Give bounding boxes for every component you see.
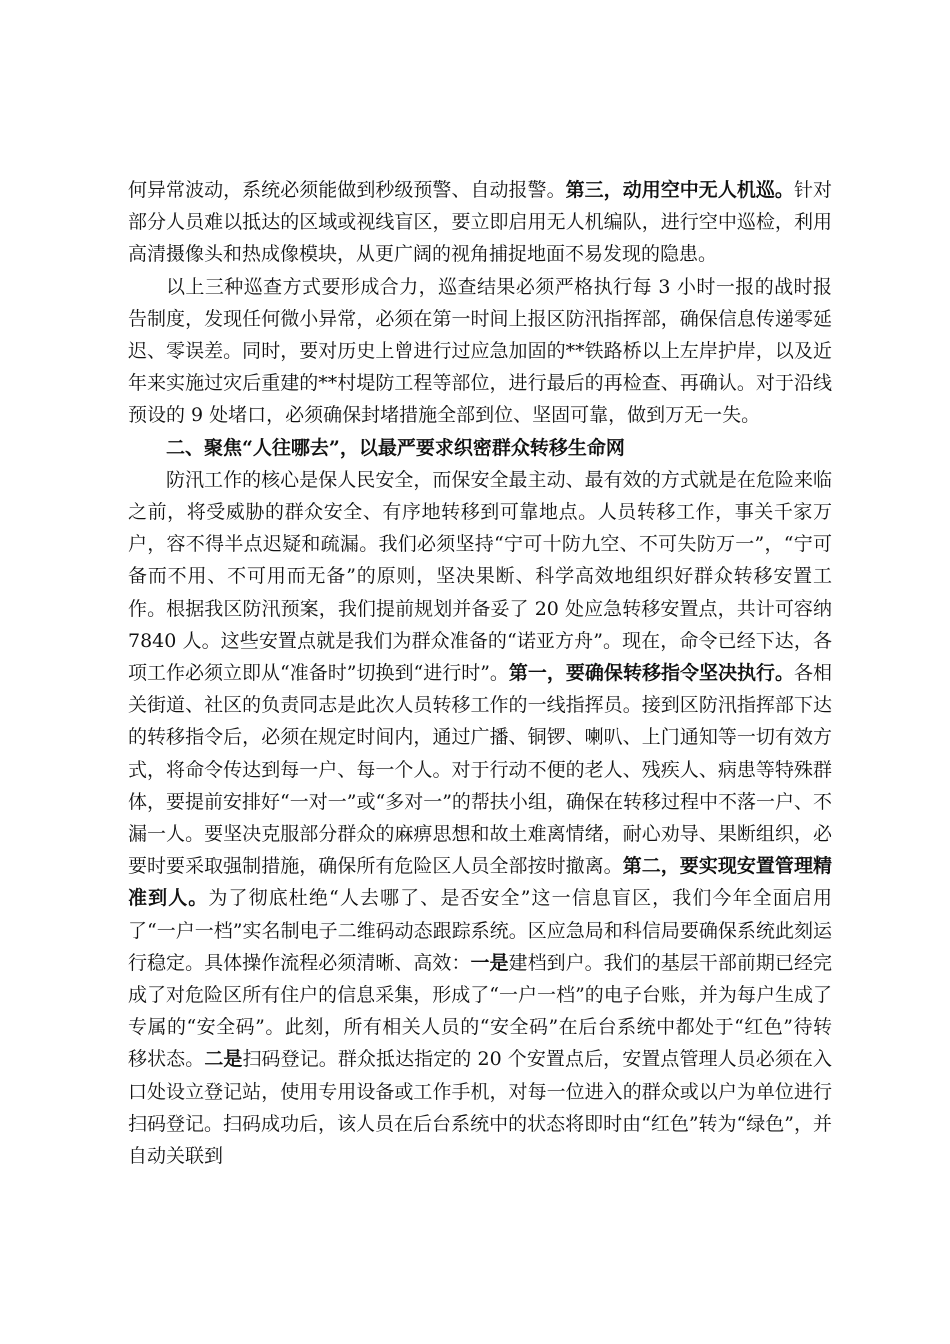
paragraph-text-run: 防汛工作的核心是保人民安全，而保安全最主动、最有效的方式就是在危险来临之前，将受威胁的群众安全、有序地转移到可靠地点。人员转移工作，事关千家万户，容不得半点迟疑和疏漏。我们必须坚持“宁可十防九空、不可失防万一”，“宁可备而不用、不可用而无备”的原则，坚决果断、科学高效地组织好群众转移安置工作。根据我区防汛预案，我们提前规划并备妥了 20 处应急转移安置点，共计可容纳 7840 人。这些安置点就是我们为群众准备的“诺亚方舟”。现在，命令已经下达，各项工作必须立即从“准备时”切换到“进行时”。 <box>128 468 832 685</box>
paragraph-text-run: 何异常波动，系统必须能做到秒级预警、自动报警。 <box>128 179 566 201</box>
document-page <box>128 174 832 1172</box>
paragraph-text-run: 建档到户。我们的基层干部前期已经完成了对危险区所有住户的信息采集，形成了“一户一档”的电子台账，并为每户生成了专属的“安全码”。此刻，所有相关人员的“安全码”在后台系统中都处于“红色”待转移状态。 <box>128 951 832 1071</box>
paragraph-reporting-system <box>128 271 832 432</box>
paragraph-bold-run: 一是 <box>470 951 509 974</box>
paragraph-bold-run: 第三，动用空中无人机巡。 <box>565 179 794 201</box>
paragraph-text-run: 扫码登记。群众抵达指定的 20 个安置点后，安置点管理人员必须在入口处设立登记站，使用专用设备或工作手机，对每一位进入的群众或以户为单位进行扫码登记。扫码成功后，该人员在后台系统中的状态将即时由“红色”转为“绿色”，并自动关联到 <box>128 1048 832 1168</box>
paragraph-text-run: 针对部分人员难以抵达的区域或视线盲区，要立即启用无人机编队，进行空中巡检，利用高清摄像头和热成像模块，从更广阔的视角捕捉地面不易发现的隐患。 <box>128 179 832 266</box>
paragraph-text-run: 以上三种巡查方式要形成合力，巡查结果必须严格执行每 3 小时一报的战时报告制度，发现任何微小异常，必须在第一时间上报区防汛指挥部，确保信息传递零延迟、零误差。同时，要对历史上曾进行过应急加固的**铁路桥以上左岸护岸，以及近年来实施过灾后重建的**村堤防工程等部位，进行最后的再检查、再确认。对于沿线预设的 9 处堵口，必须确保封堵措施全部到位、坚固可靠，做到万无一失。 <box>128 275 832 427</box>
paragraph-inspection-methods <box>128 174 832 271</box>
paragraph-text-run: 各相关街道、社区的负责同志是此次人员转移工作的一线指挥员。接到区防汛指挥部下达的转移指令后，必须在规定时间内，通过广播、铜锣、喇叭、上门通知等一切有效方式，将命令传达到每一户、每一个人。对于行动不便的老人、残疾人、病患等特殊群体，要提前安排好“一对一”或“多对一”的帮扶小组，确保在转移过程中不落一户、不漏一人。要坚决克服部分群众的麻痹思想和故土难离情绪，耐心劝导、果断组织，必要时要采取强制措施，确保所有危险区人员全部按时撤离。 <box>128 662 832 878</box>
paragraph-evacuation <box>128 464 832 1172</box>
section-heading: 二、聚焦“人往哪去”，以最严要求织密群众转移生命网 <box>166 436 625 459</box>
paragraph-text-run: 为了彻底杜绝“人去哪了、是否安全”这一信息盲区，我们今年全面启用了“一户一档”实名制电子二维码动态跟踪系统。区应急局和科信局要确保系统此刻运行稳定。具体操作流程必须清晰、高效： <box>128 887 832 974</box>
paragraph-bold-run: 第一，要确保转移指令坚决执行。 <box>508 662 794 685</box>
paragraph-bold-run: 二是 <box>204 1048 243 1071</box>
paragraph-bold-run: 第二，要实现安置管理精准到人。 <box>128 855 832 910</box>
